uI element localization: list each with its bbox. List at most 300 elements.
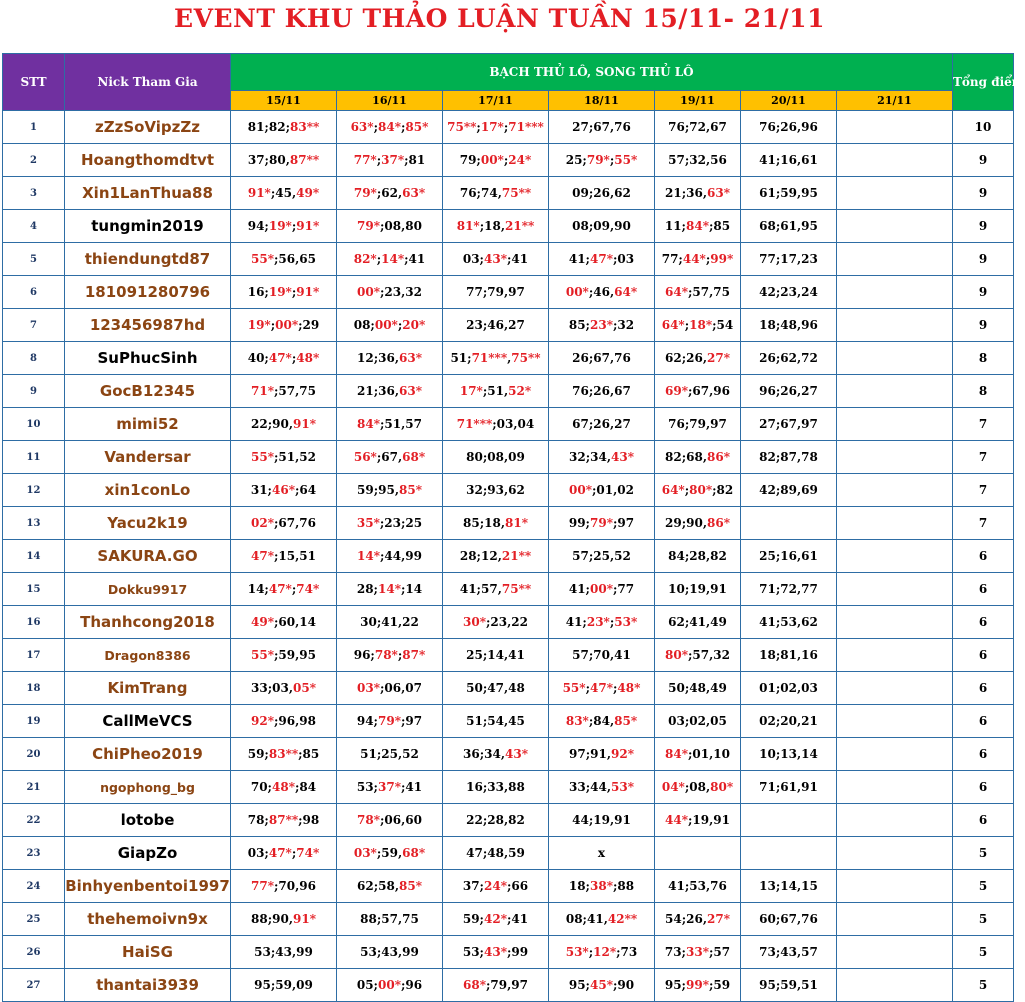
- guess-cell: 59;95,85*: [337, 474, 443, 507]
- guess-cell: 30;41,22: [337, 606, 443, 639]
- nick-cell: zZzSoVipzZz: [65, 111, 231, 144]
- guess-cell: 62;26,27*: [655, 342, 741, 375]
- nick-cell: Thanhcong2018: [65, 606, 231, 639]
- guess-cell: 22;90,91*: [231, 408, 337, 441]
- guess-cell: 35*;23;25: [337, 507, 443, 540]
- nick-cell: Dragon8386: [65, 639, 231, 672]
- guess-cell: 41;53,76: [655, 870, 741, 903]
- header-date: 17/11: [443, 91, 549, 111]
- table-row: [3, 606, 1014, 639]
- guess-cell: 47;48,59: [443, 837, 549, 870]
- nick-cell: Dokku9917: [65, 573, 231, 606]
- nick-cell: Xin1LanThua88: [65, 177, 231, 210]
- guess-cell: 81;82;83**: [231, 111, 337, 144]
- guess-cell: 26;67,76: [549, 342, 655, 375]
- guess-cell: 96;78*;87*: [337, 639, 443, 672]
- guess-cell: [837, 309, 953, 342]
- nick-cell: thantai3939: [65, 969, 231, 1002]
- stt-cell: 15: [3, 573, 65, 606]
- nick-cell: CallMeVCS: [65, 705, 231, 738]
- stt-cell: 3: [3, 177, 65, 210]
- stt-cell: 22: [3, 804, 65, 837]
- guess-cell: 85;23*;32: [549, 309, 655, 342]
- table-row: [3, 969, 1014, 1002]
- guess-cell: 77;44*;99*: [655, 243, 741, 276]
- guess-cell: 41;16,61: [741, 144, 837, 177]
- total-cell: 7: [953, 408, 1014, 441]
- guess-cell: 68;61,95: [741, 210, 837, 243]
- table-row: [3, 870, 1014, 903]
- guess-cell: 53*;12*;73: [549, 936, 655, 969]
- guess-cell: [837, 342, 953, 375]
- guess-cell: 99;79*;97: [549, 507, 655, 540]
- guess-cell: 29;90,86*: [655, 507, 741, 540]
- guess-cell: 00*;46,64*: [549, 276, 655, 309]
- total-cell: 6: [953, 705, 1014, 738]
- nick-cell: Yacu2k19: [65, 507, 231, 540]
- table-row: [3, 738, 1014, 771]
- guess-cell: [837, 276, 953, 309]
- guess-cell: 12;36,63*: [337, 342, 443, 375]
- guess-cell: 25;79*;55*: [549, 144, 655, 177]
- guess-cell: 28;12,21**: [443, 540, 549, 573]
- guess-cell: 47*;15,51: [231, 540, 337, 573]
- stt-cell: 27: [3, 969, 65, 1002]
- guess-cell: [837, 606, 953, 639]
- guess-cell: 19*;00*;29: [231, 309, 337, 342]
- nick-cell: Hoangthomdtvt: [65, 144, 231, 177]
- guess-cell: 10;19,91: [655, 573, 741, 606]
- guess-cell: 25;14,41: [443, 639, 549, 672]
- total-cell: 9: [953, 210, 1014, 243]
- guess-cell: 27;67,76: [549, 111, 655, 144]
- guess-cell: 78;87**;98: [231, 804, 337, 837]
- guess-cell: 79*;08,80: [337, 210, 443, 243]
- guess-cell: 04*;08,80*: [655, 771, 741, 804]
- stt-cell: 4: [3, 210, 65, 243]
- guess-cell: 95;59,51: [741, 969, 837, 1002]
- guess-cell: 77;79,97: [443, 276, 549, 309]
- guess-cell: 36;34,43*: [443, 738, 549, 771]
- guess-cell: 77*;37*;81: [337, 144, 443, 177]
- guess-cell: 33;03,05*: [231, 672, 337, 705]
- total-cell: 5: [953, 870, 1014, 903]
- guess-cell: 37;80,87**: [231, 144, 337, 177]
- guess-cell: [837, 903, 953, 936]
- page-title: EVENT KHU THẢO LUẬN TUẦN 15/11- 21/11: [174, 4, 825, 33]
- guess-cell: 76;26,67: [549, 375, 655, 408]
- total-cell: 7: [953, 507, 1014, 540]
- guess-cell: 55*;47*;48*: [549, 672, 655, 705]
- nick-cell: mimi52: [65, 408, 231, 441]
- guess-cell: 71***;03,04: [443, 408, 549, 441]
- guess-cell: 73;43,57: [741, 936, 837, 969]
- total-cell: 7: [953, 441, 1014, 474]
- guess-cell: 01;02,03: [741, 672, 837, 705]
- table-row: [3, 573, 1014, 606]
- guess-cell: 59;42*;41: [443, 903, 549, 936]
- table-row: [3, 540, 1014, 573]
- guess-cell: 31;46*;64: [231, 474, 337, 507]
- table-row: [3, 441, 1014, 474]
- guess-cell: [837, 243, 953, 276]
- table-row: [3, 639, 1014, 672]
- guess-cell: 68*;79,97: [443, 969, 549, 1002]
- guess-cell: 71*;57,75: [231, 375, 337, 408]
- total-cell: 9: [953, 177, 1014, 210]
- guess-cell: 51;71***,75**: [443, 342, 549, 375]
- guess-cell: 42;89,69: [741, 474, 837, 507]
- guess-cell: 62;41,49: [655, 606, 741, 639]
- guess-cell: 17*;51,52*: [443, 375, 549, 408]
- guess-cell: 81*;18,21**: [443, 210, 549, 243]
- stt-cell: 13: [3, 507, 65, 540]
- header-group: BẠCH THỦ LÔ, SONG THỦ LÔ: [231, 54, 953, 91]
- stt-cell: 26: [3, 936, 65, 969]
- guess-cell: 64*;18*;54: [655, 309, 741, 342]
- total-cell: 5: [953, 903, 1014, 936]
- guess-cell: [837, 870, 953, 903]
- guess-cell: [837, 738, 953, 771]
- guess-cell: 05;00*;96: [337, 969, 443, 1002]
- guess-cell: 18;38*;88: [549, 870, 655, 903]
- table-row: [3, 243, 1014, 276]
- nick-cell: GocB12345: [65, 375, 231, 408]
- guess-cell: 41;00*;77: [549, 573, 655, 606]
- guess-cell: 21;36,63*: [337, 375, 443, 408]
- header-date: 18/11: [549, 91, 655, 111]
- guess-cell: [837, 639, 953, 672]
- stt-cell: 16: [3, 606, 65, 639]
- guess-cell: 03*;06,07: [337, 672, 443, 705]
- guess-cell: [741, 507, 837, 540]
- guess-cell: 51;54,45: [443, 705, 549, 738]
- stt-cell: 8: [3, 342, 65, 375]
- guess-cell: 67;26,27: [549, 408, 655, 441]
- nick-cell: tungmin2019: [65, 210, 231, 243]
- guess-cell: 94;19*;91*: [231, 210, 337, 243]
- header-stt: STT: [3, 54, 65, 111]
- total-cell: 8: [953, 375, 1014, 408]
- stt-cell: 20: [3, 738, 65, 771]
- stt-cell: 21: [3, 771, 65, 804]
- guess-cell: 77;17,23: [741, 243, 837, 276]
- table-row: [3, 672, 1014, 705]
- guess-cell: [837, 804, 953, 837]
- table-body: [3, 111, 1014, 1002]
- guess-cell: 64*;80*;82: [655, 474, 741, 507]
- guess-cell: [837, 144, 953, 177]
- guess-cell: [837, 441, 953, 474]
- guess-cell: 14*;44,99: [337, 540, 443, 573]
- guess-cell: 53;43*;99: [443, 936, 549, 969]
- guess-cell: 76;79,97: [655, 408, 741, 441]
- total-cell: 6: [953, 573, 1014, 606]
- stt-cell: 5: [3, 243, 65, 276]
- guess-cell: 76;72,67: [655, 111, 741, 144]
- guess-cell: 79*;62,63*: [337, 177, 443, 210]
- header-date: 19/11: [655, 91, 741, 111]
- nick-cell: 181091280796: [65, 276, 231, 309]
- nick-cell: HaiSG: [65, 936, 231, 969]
- guess-cell: 96;26,27: [741, 375, 837, 408]
- table-row: [3, 177, 1014, 210]
- guess-cell: 22;28,82: [443, 804, 549, 837]
- guess-cell: [741, 804, 837, 837]
- nick-cell: GiapZo: [65, 837, 231, 870]
- guess-cell: 82*;14*;41: [337, 243, 443, 276]
- guess-cell: 60;67,76: [741, 903, 837, 936]
- guess-cell: [837, 573, 953, 606]
- guess-cell: 97;91,92*: [549, 738, 655, 771]
- total-cell: 9: [953, 276, 1014, 309]
- guess-cell: 80;08,09: [443, 441, 549, 474]
- guess-cell: 50;48,49: [655, 672, 741, 705]
- total-cell: 8: [953, 342, 1014, 375]
- guess-cell: 03;43*;41: [443, 243, 549, 276]
- guess-cell: [837, 111, 953, 144]
- guess-cell: 61;59,95: [741, 177, 837, 210]
- guess-cell: 08;41,42**: [549, 903, 655, 936]
- total-cell: 6: [953, 771, 1014, 804]
- guess-cell: 26;62,72: [741, 342, 837, 375]
- guess-cell: 53;43,99: [231, 936, 337, 969]
- total-cell: 6: [953, 672, 1014, 705]
- guess-cell: 83*;84,85*: [549, 705, 655, 738]
- guess-cell: 55*;56,65: [231, 243, 337, 276]
- total-cell: 10: [953, 111, 1014, 144]
- guess-cell: 84*;51,57: [337, 408, 443, 441]
- score-table: [2, 53, 1025, 1002]
- stt-cell: 24: [3, 870, 65, 903]
- guess-cell: 37;24*;66: [443, 870, 549, 903]
- guess-cell: 14;47*;74*: [231, 573, 337, 606]
- guess-cell: 40;47*;48*: [231, 342, 337, 375]
- total-cell: 9: [953, 144, 1014, 177]
- table-row: [3, 309, 1014, 342]
- table-row: [3, 474, 1014, 507]
- guess-cell: 69*;67,96: [655, 375, 741, 408]
- guess-cell: 85;18,81*: [443, 507, 549, 540]
- guess-cell: [837, 210, 953, 243]
- guess-cell: 10;13,14: [741, 738, 837, 771]
- nick-cell: xin1conLo: [65, 474, 231, 507]
- guess-cell: 08;00*;20*: [337, 309, 443, 342]
- guess-cell: 08;09,90: [549, 210, 655, 243]
- table-row: [3, 705, 1014, 738]
- guess-cell: 88;90,91*: [231, 903, 337, 936]
- total-cell: 5: [953, 936, 1014, 969]
- guess-cell: 76;26,96: [741, 111, 837, 144]
- guess-cell: [837, 408, 953, 441]
- guess-cell: 94;79*;97: [337, 705, 443, 738]
- guess-cell: [837, 771, 953, 804]
- total-cell: 6: [953, 804, 1014, 837]
- stt-cell: 19: [3, 705, 65, 738]
- guess-cell: 02*;67,76: [231, 507, 337, 540]
- total-cell: 9: [953, 243, 1014, 276]
- guess-cell: 21;36,63*: [655, 177, 741, 210]
- table-row: [3, 342, 1014, 375]
- table-row: [3, 408, 1014, 441]
- guess-cell: 41;47*;03: [549, 243, 655, 276]
- total-cell: 5: [953, 969, 1014, 1002]
- guess-cell: 44*;19,91: [655, 804, 741, 837]
- guess-cell: 57;25,52: [549, 540, 655, 573]
- guess-cell: 16;19*;91*: [231, 276, 337, 309]
- guess-cell: [837, 507, 953, 540]
- nick-cell: ngophong_bg: [65, 771, 231, 804]
- table-row: [3, 936, 1014, 969]
- stt-cell: 6: [3, 276, 65, 309]
- header-date: 20/11: [741, 91, 837, 111]
- guess-cell: 92*;96,98: [231, 705, 337, 738]
- guess-cell: 03;47*;74*: [231, 837, 337, 870]
- stt-cell: 23: [3, 837, 65, 870]
- guess-cell: 82;87,78: [741, 441, 837, 474]
- total-cell: 6: [953, 639, 1014, 672]
- guess-cell: 50;47,48: [443, 672, 549, 705]
- table-row: [3, 276, 1014, 309]
- guess-cell: 18;81,16: [741, 639, 837, 672]
- guess-cell: 95;99*;59: [655, 969, 741, 1002]
- table-row: [3, 111, 1014, 144]
- guess-cell: 57;32,56: [655, 144, 741, 177]
- guess-cell: 49*;60,14: [231, 606, 337, 639]
- guess-cell: 03;02,05: [655, 705, 741, 738]
- guess-cell: x: [549, 837, 655, 870]
- guess-cell: 53;43,99: [337, 936, 443, 969]
- guess-cell: [837, 837, 953, 870]
- header-total: Tổng điểm: [953, 54, 1014, 111]
- guess-cell: 18;48,96: [741, 309, 837, 342]
- header-date: 15/11: [231, 91, 337, 111]
- guess-cell: [655, 837, 741, 870]
- guess-cell: 78*;06,60: [337, 804, 443, 837]
- stt-cell: 12: [3, 474, 65, 507]
- nick-cell: ChiPheo2019: [65, 738, 231, 771]
- guess-cell: [837, 540, 953, 573]
- stt-cell: 14: [3, 540, 65, 573]
- nick-cell: 123456987hd: [65, 309, 231, 342]
- nick-cell: KimTrang: [65, 672, 231, 705]
- guess-cell: 00*;23,32: [337, 276, 443, 309]
- guess-cell: 32;93,62: [443, 474, 549, 507]
- nick-cell: SAKURA.GO: [65, 540, 231, 573]
- total-cell: 6: [953, 606, 1014, 639]
- header-date: 16/11: [337, 91, 443, 111]
- table-row: [3, 804, 1014, 837]
- guess-cell: [837, 936, 953, 969]
- guess-cell: 41;57,75**: [443, 573, 549, 606]
- guess-cell: 80*;57,32: [655, 639, 741, 672]
- guess-cell: 57;70,41: [549, 639, 655, 672]
- guess-cell: 44;19,91: [549, 804, 655, 837]
- guess-cell: [741, 837, 837, 870]
- guess-cell: 03*;59,68*: [337, 837, 443, 870]
- guess-cell: [837, 969, 953, 1002]
- table-row: [3, 903, 1014, 936]
- table-row: [3, 771, 1014, 804]
- table-row: [3, 375, 1014, 408]
- stt-cell: 10: [3, 408, 65, 441]
- guess-cell: 51;25,52: [337, 738, 443, 771]
- stt-cell: 17: [3, 639, 65, 672]
- guess-cell: 95;59,09: [231, 969, 337, 1002]
- total-cell: 9: [953, 309, 1014, 342]
- guess-cell: 33;44,53*: [549, 771, 655, 804]
- total-cell: 7: [953, 474, 1014, 507]
- guess-cell: 54;26,27*: [655, 903, 741, 936]
- header-date: 21/11: [837, 91, 953, 111]
- nick-cell: Binhyenbentoi1997: [65, 870, 231, 903]
- guess-cell: 00*;01,02: [549, 474, 655, 507]
- nick-cell: SuPhucSinh: [65, 342, 231, 375]
- guess-cell: 02;20,21: [741, 705, 837, 738]
- guess-cell: 30*;23,22: [443, 606, 549, 639]
- guess-cell: 71;61,91: [741, 771, 837, 804]
- table-row: [3, 210, 1014, 243]
- guess-cell: 79;00*;24*: [443, 144, 549, 177]
- guess-cell: 41;23*;53*: [549, 606, 655, 639]
- stt-cell: 1: [3, 111, 65, 144]
- nick-cell: lotobe: [65, 804, 231, 837]
- guess-cell: 56*;67,68*: [337, 441, 443, 474]
- guess-cell: 23;46,27: [443, 309, 549, 342]
- guess-cell: [837, 672, 953, 705]
- guess-cell: 25;16,61: [741, 540, 837, 573]
- total-cell: 6: [953, 738, 1014, 771]
- guess-cell: 77*;70,96: [231, 870, 337, 903]
- guess-cell: 13;14,15: [741, 870, 837, 903]
- stt-cell: 2: [3, 144, 65, 177]
- table-row: [3, 507, 1014, 540]
- guess-cell: 73;33*;57: [655, 936, 741, 969]
- stt-cell: 11: [3, 441, 65, 474]
- guess-cell: [837, 705, 953, 738]
- guess-cell: 11;84*;85: [655, 210, 741, 243]
- stt-cell: 25: [3, 903, 65, 936]
- table-row: [3, 837, 1014, 870]
- guess-cell: 91*;45,49*: [231, 177, 337, 210]
- guess-cell: 64*;57,75: [655, 276, 741, 309]
- guess-cell: 75**;17*;71***: [443, 111, 549, 144]
- guess-cell: 84;28,82: [655, 540, 741, 573]
- guess-cell: 32;34,43*: [549, 441, 655, 474]
- guess-cell: 41;53,62: [741, 606, 837, 639]
- guess-cell: 62;58,85*: [337, 870, 443, 903]
- guess-cell: 55*;59,95: [231, 639, 337, 672]
- nick-cell: thiendungtd87: [65, 243, 231, 276]
- header-nick: Nick Tham Gia: [65, 54, 231, 111]
- guess-cell: 55*;51,52: [231, 441, 337, 474]
- guess-cell: 63*;84*;85*: [337, 111, 443, 144]
- guess-cell: [837, 177, 953, 210]
- stt-cell: 18: [3, 672, 65, 705]
- guess-cell: 76;74,75**: [443, 177, 549, 210]
- nick-cell: Vandersar: [65, 441, 231, 474]
- guess-cell: 84*;01,10: [655, 738, 741, 771]
- stt-cell: 9: [3, 375, 65, 408]
- guess-cell: [837, 375, 953, 408]
- guess-cell: 53;37*;41: [337, 771, 443, 804]
- guess-cell: 70;48*;84: [231, 771, 337, 804]
- table-row: [3, 144, 1014, 177]
- nick-cell: thehemoivn9x: [65, 903, 231, 936]
- guess-cell: 59;83**;85: [231, 738, 337, 771]
- guess-cell: [837, 474, 953, 507]
- guess-cell: 88;57,75: [337, 903, 443, 936]
